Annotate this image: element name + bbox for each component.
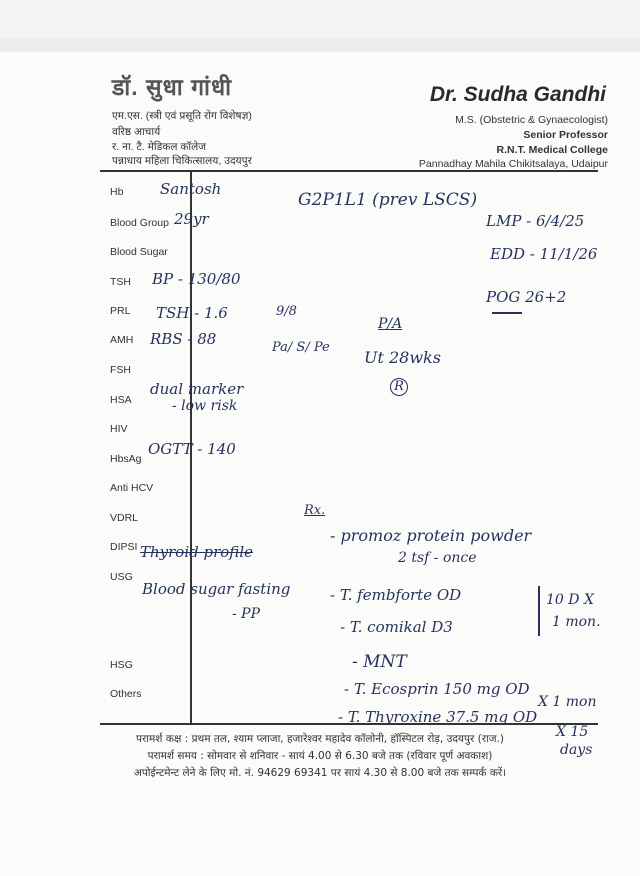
designation: Senior Professor	[523, 129, 608, 141]
hw-mnt: - MNT	[352, 652, 407, 672]
hw-ecosprin-duration: X 1 mon	[538, 694, 597, 710]
hw-rbs: RBS - 88	[150, 330, 217, 348]
label-hsg: HSG	[110, 659, 133, 671]
hw-med-protein-dose: 2 tsf - once	[398, 550, 477, 566]
hw-bracket	[538, 586, 540, 636]
hw-thyroxine-duration: X 15	[556, 724, 589, 740]
label-blood-group: Blood Group	[110, 217, 169, 229]
hospital: Pannadhay Mahila Chikitsalaya, Udaipur	[418, 158, 608, 170]
label-usg: USG	[110, 571, 133, 583]
label-hb: Hb	[110, 186, 124, 198]
header-rule	[100, 170, 598, 172]
hw-pa: P/A	[378, 316, 403, 332]
footer-appointment: अपोईन्टमेन्ट लेने के लिए मो. नं. 94629 69341 पर सायं 4.30 से 8.00 बजे तक सम्पर्क करें।	[133, 767, 507, 779]
hw-edd: EDD - 11/1/26	[490, 245, 598, 263]
footer-timings: परामर्श समय : सोमवार से शनिवार - सायं 4.00 से 6.30 बजे तक (रविवार पूर्ण अवकाश)	[147, 750, 493, 762]
college-hindi: र. ना. टै. मेडिकल कॉलेज	[112, 141, 207, 153]
hw-tsh: TSH - 1.6	[156, 304, 228, 322]
hw-med-protein-powder: - promoz protein powder	[330, 526, 532, 545]
hw-med-fembforte: - T. fembforte OD	[330, 586, 462, 604]
label-vdrl: VDRL	[110, 512, 139, 524]
label-tsh: TSH	[110, 276, 131, 288]
hw-struck-thyroid-profile: Thyroid profile	[140, 543, 253, 561]
college: R.N.T. Medical College	[496, 144, 608, 156]
hw-med-comikal: - T. comikal D3	[340, 618, 453, 636]
hw-ogtt: OGTT - 140	[148, 440, 236, 458]
hw-age: 29yr	[174, 210, 209, 228]
label-fsh: FSH	[110, 364, 131, 376]
hw-blood-sugar-fasting: Blood sugar fasting	[142, 580, 291, 598]
qualification-hindi: एम.एस. (स्त्री एवं प्रसूति रोग विशेषज्ञ)	[112, 110, 252, 122]
hw-rx: Rx.	[304, 503, 326, 518]
label-anti-hcv: Anti HCV	[110, 482, 154, 494]
hw-dual-marker: dual marker	[150, 380, 244, 398]
hw-pog-underline	[492, 312, 522, 314]
footer-address: परामर्श कक्ष : प्रथम तल, श्याम प्लाजा, हजारेश्वर महादेव कॉलोनी, हॉस्पिटल रोड़, उदयपुर (राज.)	[136, 733, 504, 745]
hw-pog: POG 26+2	[486, 288, 567, 306]
label-hsa: HSA	[110, 394, 132, 406]
designation-hindi: वरिष्ठ आचार्य	[112, 126, 161, 138]
hw-lmp: LMP - 6/4/25	[486, 212, 585, 230]
hw-pp: - PP	[232, 606, 261, 622]
hw-uterus-size: Ut 28wks	[364, 348, 441, 367]
label-dipsi: DIPSI	[110, 541, 138, 553]
qualification: M.S. (Obstetric & Gynaecologist)	[455, 114, 608, 126]
label-blood-sugar: Blood Sugar	[110, 246, 168, 258]
hw-pallor: Pa/ S/ Pe	[272, 340, 330, 355]
hospital-hindi: पन्नाधाय महिला चिकित्सालय, उदयपुर	[112, 155, 252, 167]
hw-duration-month: 1 mon.	[552, 614, 601, 630]
hw-bp: BP - 130/80	[152, 270, 241, 288]
hw-med-ecosprin: - T. Ecosprin 150 mg OD	[344, 680, 530, 698]
label-prl: PRL	[110, 305, 131, 317]
hw-med-thyroxine: - T. Thyroxine 37.5 mg OD	[338, 708, 538, 726]
doctor-name: Dr. Sudha Gandhi	[429, 83, 606, 106]
label-amh: AMH	[110, 334, 134, 346]
hw-tsh-note: 9/8	[276, 304, 297, 319]
label-hbsag: HbsAg	[110, 453, 142, 465]
doctor-name-hindi: डॉ. सुधा गांधी	[112, 74, 233, 100]
hw-low-risk: - low risk	[172, 398, 238, 414]
label-others: Others	[110, 688, 142, 700]
hw-thyroxine-days: days	[560, 742, 593, 758]
hw-obstetric-history: G2P1L1 (prev LSCS)	[298, 190, 478, 210]
label-hiv: HIV	[110, 423, 128, 435]
hw-duration: 10 D X	[546, 592, 594, 608]
hw-patient-name: Santosh	[160, 180, 222, 198]
hw-circled-note: R	[390, 378, 408, 396]
